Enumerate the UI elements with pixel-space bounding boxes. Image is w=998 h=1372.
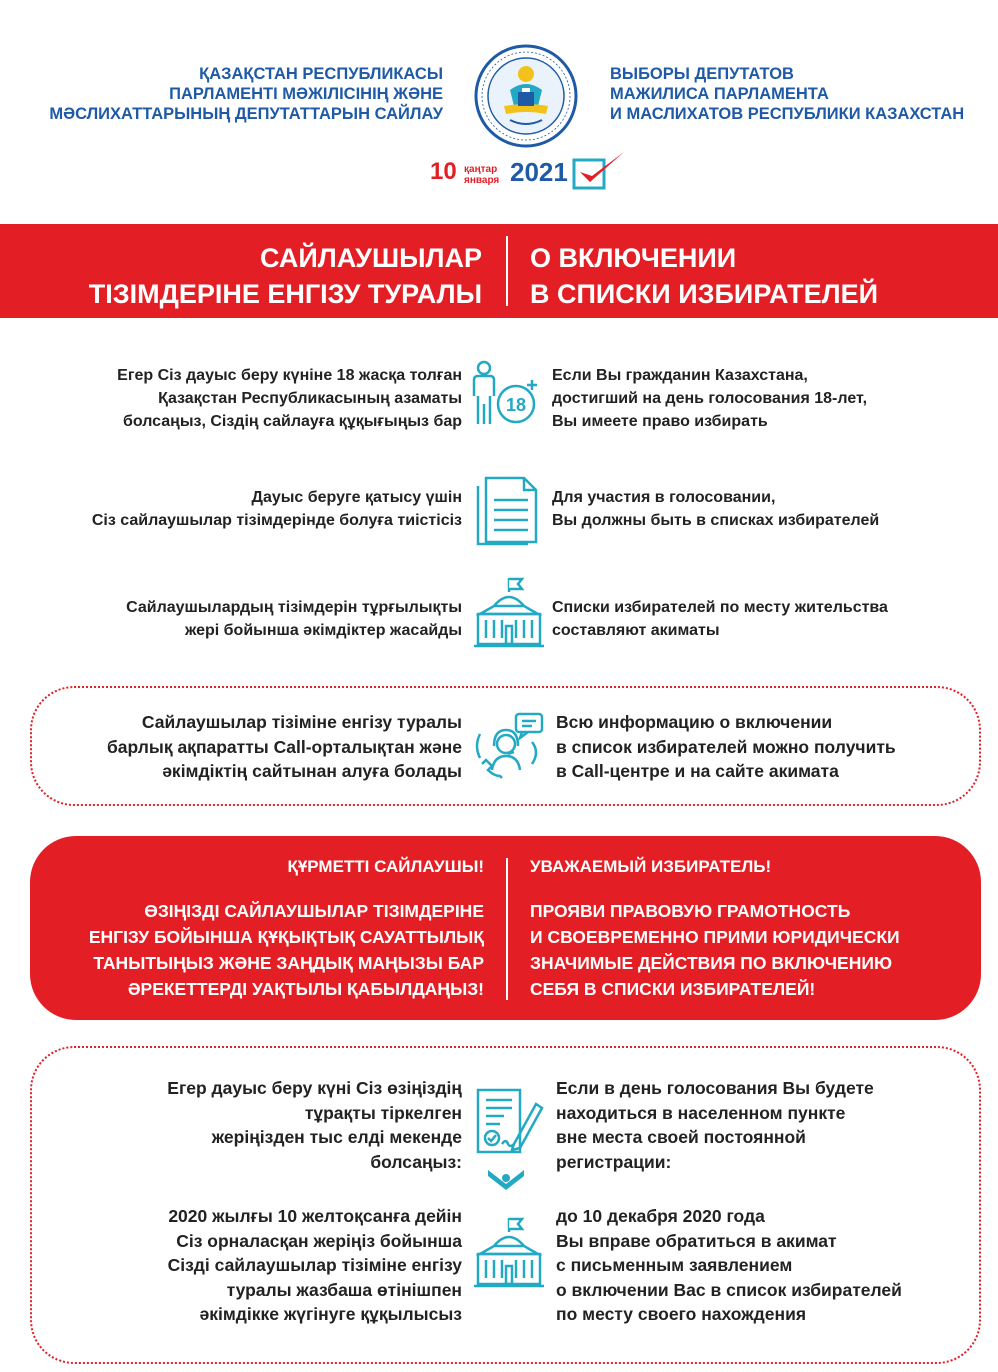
- row-akimat-kz: Сайлаушылардың тізімдерін тұрғылықты жері бойынша әкімдіктер жасайды: [126, 599, 462, 639]
- appeal-divider: [506, 858, 508, 1000]
- row-akimat-ru: Списки избирателей по месту жительства составляют акиматы: [552, 599, 888, 639]
- down-arrow-icon: [486, 1168, 526, 1196]
- absence-action-kz: 2020 жылғы 10 желтоқсанға дейін Сіз орналасқан жеріңіз бойынша Сізді сайлаушылар тізіміне енгізу туралы жазбаша өтінішпен әкімдікке жүгінуге құқылысыз: [167, 1206, 462, 1324]
- row-callcenter-kz: Сайлаушылар тізіміне енгізу туралы барлық ақпаратты Call-орталықтан және әкімдіктің сайтынан алуға болады: [106, 712, 462, 781]
- call-center-operator-icon: [472, 712, 546, 780]
- akimat-building-icon: [472, 1216, 546, 1290]
- banner-title-ru: О ВКЛЮЧЕНИИ В СПИСКИ ИЗБИРАТЕЛЕЙ: [530, 243, 878, 309]
- absence-action-ru: до 10 декабря 2020 года Вы вправе обратиться в акимат с письменным заявлением о включении Вас в список избирателей по месту своего нахождения: [556, 1206, 902, 1324]
- row-lists-ru: Для участия в голосовании, Вы должны быть в списках избирателей: [552, 489, 880, 529]
- header-title-ru: ВЫБОРЫ ДЕПУТАТОВ МАЖИЛИСА ПАРЛАМЕНТА И МАСЛИХАТОВ РЕСПУБЛИКИ КАЗАХСТАН: [610, 65, 965, 123]
- date-year: 2021: [510, 157, 568, 187]
- election-date: [430, 152, 630, 196]
- election-commission-emblem: [474, 44, 578, 148]
- absence-condition-ru: Если в день голосования Вы будете находиться в населенном пункте вне места своей постоянной регистрации:: [556, 1078, 874, 1172]
- header-title-kz: ҚАЗАҚСТАН РЕСПУБЛИКАСЫ ПАРЛАМЕНТІ МӘЖІЛІСІНІҢ ЖӘНЕ МӘСЛИХАТТАРЫНЫҢ ДЕПУТАТТАРЫН САЙЛАУ: [49, 65, 443, 123]
- person-18-plus-icon: [470, 360, 544, 432]
- date-month: қаңтар января: [464, 164, 500, 186]
- document-list-icon: [474, 474, 544, 546]
- svg-text:18: 18: [505, 395, 527, 415]
- signed-application-icon: [474, 1086, 544, 1156]
- appeal-body-kz: ӨЗІҢІЗДІ САЙЛАУШЫЛАР ТІЗІМДЕРІНЕ ЕНГІЗУ БОЙЫНША ҚҰҚЫҚТЫҚ САУАТТЫЛЫҚ ТАНЫТЫҢЫЗ ЖӘНЕ ЗАҢДЫҚ МАҢЫЗЫ БАР ӘРЕКЕТТЕРДІ УАҚТЫЛЫ ҚАБЫЛДАҢЫЗ!: [88, 901, 484, 999]
- absence-condition-kz: Егер дауыс беру күні Сіз өзіңіздің тұрақты тіркелген жеріңізден тыс елді мекенде болсаңыз:: [167, 1078, 462, 1172]
- date-day: 10: [430, 158, 457, 185]
- appeal-title-kz: ҚҰРМЕТТІ САЙЛАУШЫ!: [287, 857, 484, 876]
- row-eligibility-kz: Егер Сіз дауыс беру күніне 18 жасқа толған Қазақстан Республикасының азаматы болсаңыз, Сіздің сайлауға құқығыңыз бар: [117, 367, 462, 430]
- appeal-title-ru: УВАЖАЕМЫЙ ИЗБИРАТЕЛЬ!: [530, 857, 772, 876]
- akimat-building-icon: [472, 576, 546, 650]
- banner-title-kz: САЙЛАУШЫЛАР ТІЗІМДЕРІНЕ ЕНГІЗУ ТУРАЛЫ: [88, 243, 482, 309]
- appeal-body-ru: ПРОЯВИ ПРАВОВУЮ ГРАМОТНОСТЬ И СВОЕВРЕМЕННО ПРИМИ ЮРИДИЧЕСКИ ЗНАЧИМЫЕ ДЕЙСТВИЯ ПО ВКЛЮЧЕНИЮ СЕБЯ В СПИСКИ ИЗБИРАТЕЛЕЙ!: [530, 901, 900, 999]
- checkmark-icon: [572, 150, 628, 194]
- row-callcenter-ru: Всю информацию о включении в список избирателей можно получить в Call-центре и на сайте акимата: [556, 712, 896, 781]
- row-lists-kz: Дауыс беруге қатысу үшін Сіз сайлаушылар тізімдерінде болуға тиістісіз: [91, 489, 462, 529]
- row-eligibility-ru: Если Вы гражданин Казахстана, достигший на день голосования 18-лет, Вы имеете право избирать: [552, 367, 868, 430]
- banner-divider: [506, 236, 508, 306]
